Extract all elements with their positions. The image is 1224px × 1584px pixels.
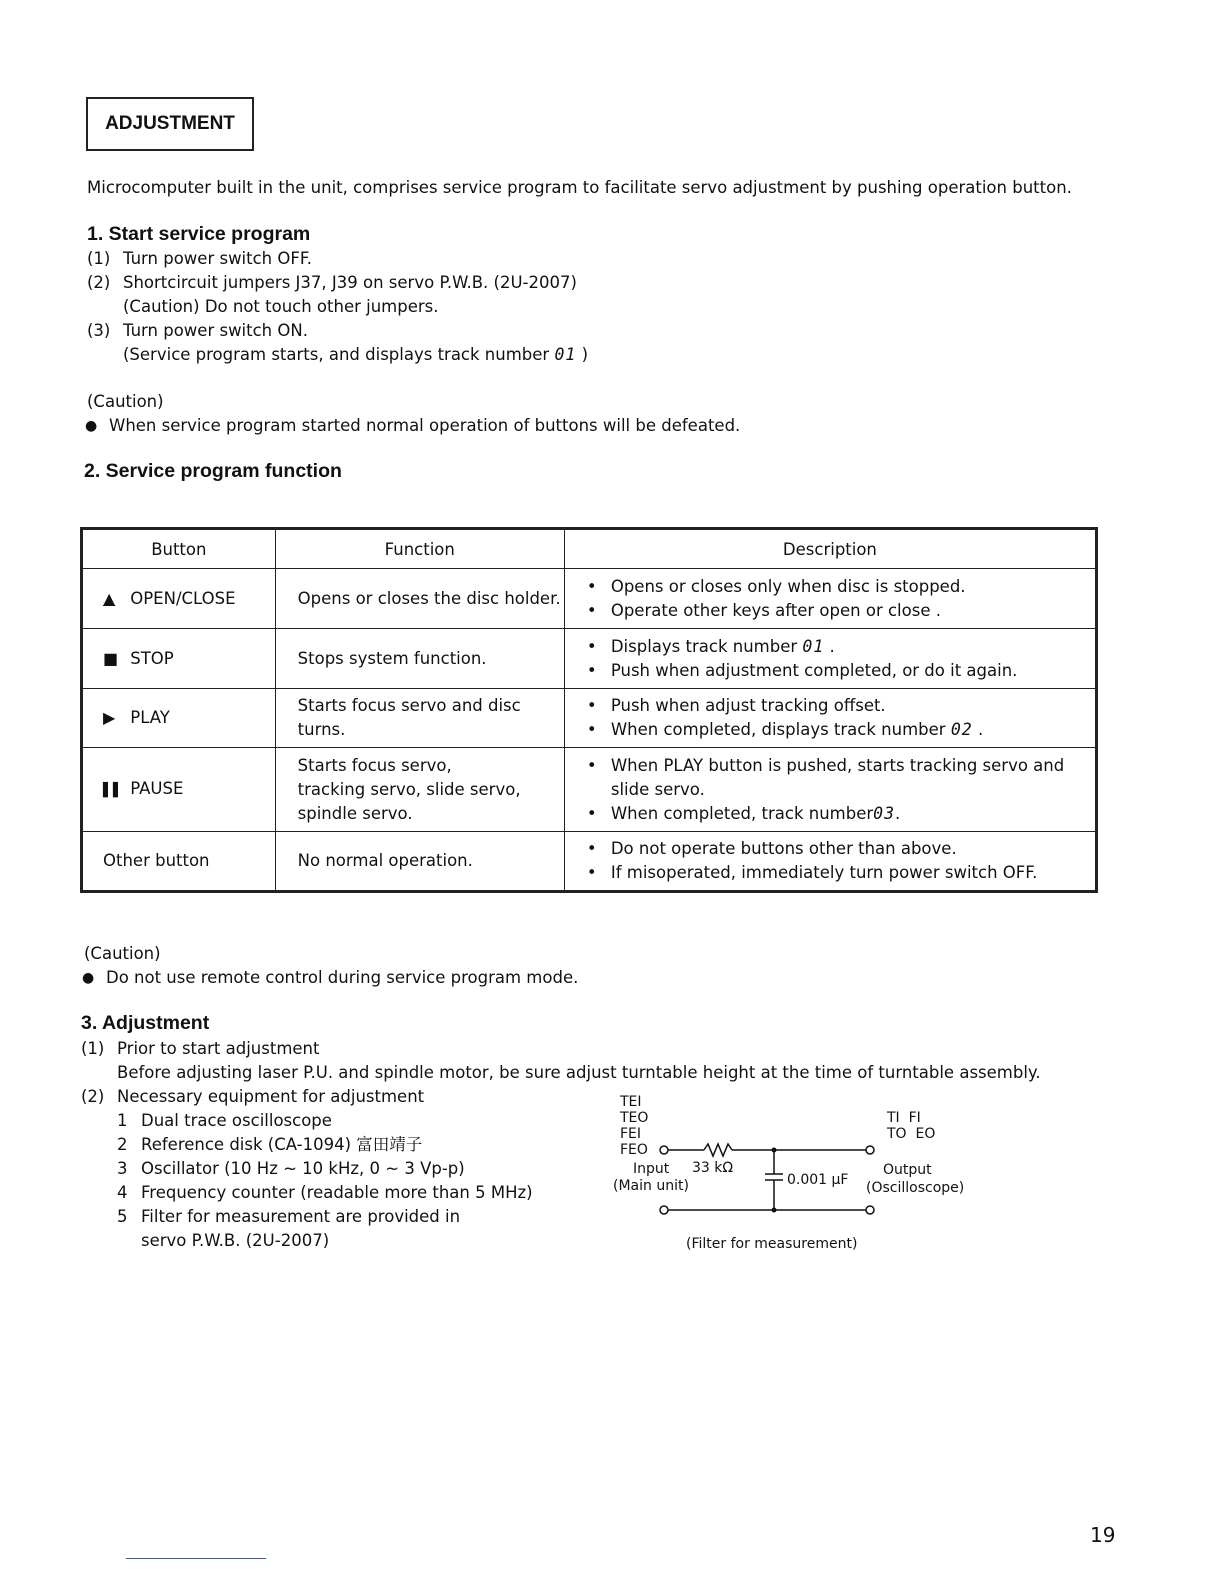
equipment-item: Reference disk (CA-1094) 富田靖子 <box>141 1135 423 1154</box>
table-row <box>82 748 1097 832</box>
desc-line: • Opens or closes only when disc is stopped. <box>611 575 1095 599</box>
caution-text: ● Do not use remote control during service program mode. <box>106 966 578 990</box>
item-text: Before adjusting laser P.U. and spindle motor, be sure adjust turntable height at the time of turntable assembly. <box>117 1063 1041 1082</box>
section2-title: 2. Service program function <box>84 460 342 482</box>
item-num: (1) <box>81 1039 105 1058</box>
desc-line: • If misoperated, immediately turn power switch OFF. <box>611 861 1095 885</box>
close-paren: ) <box>581 345 589 364</box>
function-cell <box>275 689 564 748</box>
desc-line: • Do not operate buttons other than above. <box>611 837 1095 861</box>
intro-text: Microcomputer built in the unit, comprises service program to facilitate servo adjustment by pushing operation button. <box>87 178 1072 197</box>
description-cell <box>564 569 1096 629</box>
equipment-item: Oscillator (10 Hz ~ 10 kHz, 0 ~ 3 Vp-p) <box>141 1159 465 1178</box>
button-label: OPEN/CLOSE <box>130 588 236 608</box>
item-title: Prior to start adjustment <box>117 1039 320 1058</box>
function-cell <box>275 748 564 832</box>
equipment-item: Frequency counter (readable more than 5 MHz) <box>141 1183 533 1202</box>
stop-icon: ■ <box>103 648 119 668</box>
footer-rule <box>126 1558 266 1559</box>
desc-text: Displays track number <box>610 636 798 656</box>
step-text: Turn power switch ON. <box>123 321 308 340</box>
input-terminal <box>660 1146 668 1154</box>
table-row <box>82 569 1097 629</box>
button-cell <box>82 569 276 629</box>
item-num: (2) <box>81 1087 105 1106</box>
circuit-output-sub: (Oscilloscope) <box>866 1180 965 1196</box>
section1-title: 1. Start service program <box>87 223 311 245</box>
item-title: Necessary equipment for adjustment <box>117 1087 425 1106</box>
header-button: Button <box>82 529 276 569</box>
table-row <box>82 689 1097 748</box>
capacitor-value: 0.001 μF <box>787 1172 849 1188</box>
table-row <box>82 832 1097 892</box>
step-text: Turn power switch OFF. <box>123 249 312 268</box>
description-cell <box>564 689 1096 748</box>
input-terminal <box>660 1206 668 1214</box>
function-cell: Opens or closes the disc holder. <box>275 569 564 629</box>
circuit-output-label: TI FI <box>887 1110 921 1126</box>
page-number: 19 <box>1090 1523 1116 1547</box>
desc-line: • Operate other keys after open or close . <box>611 599 1095 623</box>
circuit-input-text: Input <box>633 1161 670 1177</box>
caution-label: (Caution) <box>84 944 161 963</box>
caution-label: (Caution) <box>87 392 164 411</box>
function-cell: No normal operation. <box>275 832 564 892</box>
resistor-symbol <box>704 1144 732 1156</box>
button-label: Other button <box>103 851 210 870</box>
eject-icon: ▲ <box>103 588 116 608</box>
button-cell <box>82 748 276 832</box>
circuit-input-label: TEO <box>620 1110 649 1126</box>
step-caution: (Caution) Do not touch other jumpers. <box>123 297 439 316</box>
equipment-item: Dual trace oscilloscope <box>141 1111 332 1130</box>
button-cell <box>82 629 276 689</box>
circuit-input-label: FEO <box>620 1142 648 1158</box>
desc-line: • When completed, track number03. <box>611 802 1075 826</box>
circuit-output-text: Output <box>883 1162 932 1178</box>
circuit-input-sub: (Main unit) <box>613 1178 689 1194</box>
button-label: STOP <box>130 648 174 668</box>
track-display: 02 <box>950 720 973 739</box>
step-num: (1) <box>87 249 111 268</box>
track-display: 01 <box>802 636 825 656</box>
section-heading: ADJUSTMENT <box>86 97 254 151</box>
header-function: Function <box>275 529 564 569</box>
resistor-value: 33 kΩ <box>692 1160 734 1176</box>
desc-line: • When PLAY button is pushed, starts tracking servo and slide servo. <box>611 754 1075 802</box>
desc-line: • Displays track number 01 . <box>611 635 1095 659</box>
step-num: (3) <box>87 321 111 340</box>
button-cell <box>82 832 276 892</box>
track-display: 03 <box>873 803 896 823</box>
function-text: Starts focus servo, tracking servo, slide servo, spindle servo. <box>297 755 521 823</box>
circuit-input-label: TEI <box>620 1094 642 1110</box>
track-display: 01 <box>554 345 577 364</box>
function-cell: Stops system function. <box>275 629 564 689</box>
pause-icon: ▌▌ <box>103 782 123 798</box>
button-cell <box>82 689 276 748</box>
circuit-input-label: FEI <box>620 1126 642 1142</box>
desc-line: • Push when adjust tracking offset. <box>611 694 1095 718</box>
equipment-item: Filter for measurement are provided in <box>141 1207 461 1226</box>
desc-text: When completed, displays track number <box>610 720 946 739</box>
equipment-num: 3 <box>117 1159 128 1178</box>
button-label: PLAY <box>130 708 170 727</box>
output-terminal <box>866 1146 874 1154</box>
equipment-item: servo P.W.B. (2U-2007) <box>141 1231 330 1250</box>
step-num: (2) <box>87 273 111 292</box>
step-note-text: (Service program starts, and displays track number <box>123 345 555 364</box>
table-header-row <box>82 529 1097 569</box>
description-cell <box>564 748 1096 832</box>
play-icon: ▶ <box>103 708 116 727</box>
button-label: PAUSE <box>130 778 184 798</box>
equipment-num: 1 <box>117 1111 128 1130</box>
section3-title: 3. Adjustment <box>81 1012 210 1034</box>
function-text: Starts focus servo and disc turns. <box>297 696 521 739</box>
step-text: Shortcircuit jumpers J37, J39 on servo P.W.B. (2U-2007) <box>123 273 577 292</box>
description-cell <box>564 629 1096 689</box>
desc-line: • When completed, displays track number 02 . <box>611 718 1095 742</box>
description-cell <box>564 832 1096 892</box>
service-function-table <box>80 527 1098 893</box>
equipment-num: 2 <box>117 1135 128 1154</box>
circuit-caption: (Filter for measurement) <box>686 1236 858 1252</box>
desc-line: • Push when adjustment completed, or do it again. <box>611 659 1095 683</box>
desc-text: When completed, track number <box>610 803 874 823</box>
equipment-num: 4 <box>117 1183 128 1202</box>
header-description: Description <box>564 529 1096 569</box>
step-note <box>123 343 588 367</box>
caution-text: ● When service program started normal operation of buttons will be defeated. <box>109 414 740 438</box>
circuit-output-label: TO EO <box>887 1126 936 1142</box>
table-row <box>82 629 1097 689</box>
output-terminal <box>866 1206 874 1214</box>
equipment-num: 5 <box>117 1207 128 1226</box>
